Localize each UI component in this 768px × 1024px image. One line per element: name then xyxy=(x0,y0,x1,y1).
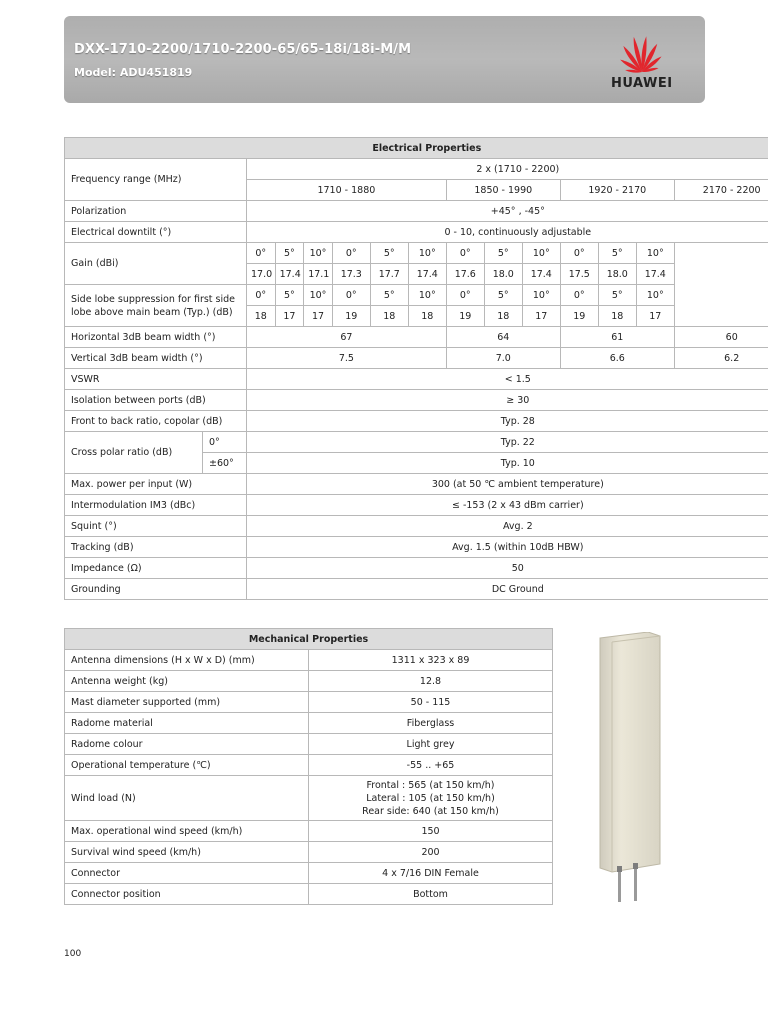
table-row xyxy=(65,474,768,495)
vertical-bw-label: Vertical 3dB beam width (°) xyxy=(65,348,247,369)
horizontal-bw-4: 60 xyxy=(674,327,768,348)
mechanical-value: 50 - 115 xyxy=(309,692,553,713)
gain-tilt-cell-6: 10° xyxy=(408,243,446,264)
vertical-bw-2: 7.0 xyxy=(446,348,560,369)
gain-value-cell-12: 17.4 xyxy=(636,264,674,285)
gain-tilt-cell-1: 0° xyxy=(247,243,276,264)
sidelobe-tilt-cell-7: 0° xyxy=(446,285,484,306)
sidelobe-label xyxy=(65,285,247,327)
squint-label: Squint (°) xyxy=(65,516,247,537)
gain-value-cell-9: 17.4 xyxy=(522,264,560,285)
table-row xyxy=(65,821,553,842)
impedance-label: Impedance (Ω) xyxy=(65,558,247,579)
table-row xyxy=(65,495,768,516)
table-row xyxy=(65,558,768,579)
gain-tilt-cell-7: 0° xyxy=(446,243,484,264)
table-row xyxy=(65,348,768,369)
mechanical-label: Connector position xyxy=(65,884,309,905)
gain-tilt-cell-3: 10° xyxy=(304,243,333,264)
impedance-value: 50 xyxy=(247,558,768,579)
gain-tilt-cell-12: 10° xyxy=(636,243,674,264)
isolation-value: ≥ 30 xyxy=(247,390,768,411)
gain-value-cell-3: 17.1 xyxy=(304,264,333,285)
mechanical-label: Antenna weight (kg) xyxy=(65,671,309,692)
vertical-bw-3: 6.6 xyxy=(560,348,674,369)
table-row xyxy=(65,842,553,863)
vertical-bw-1: 7.5 xyxy=(247,348,447,369)
sidelobe-value-cell-5: 18 xyxy=(370,306,408,327)
gain-value-cell-1: 17.0 xyxy=(247,264,276,285)
sidelobe-value-cell-12: 17 xyxy=(636,306,674,327)
grounding-label: Grounding xyxy=(65,579,247,600)
table-row xyxy=(65,432,768,453)
mechanical-label: Radome colour xyxy=(65,734,309,755)
antenna-icon xyxy=(596,632,664,906)
table-row xyxy=(65,863,553,884)
page-number: 100 xyxy=(64,949,82,959)
table-row xyxy=(65,369,768,390)
mechanical-value: 200 xyxy=(309,842,553,863)
wind-load-value xyxy=(309,776,553,821)
sidelobe-label-line-2: lobe above main beam (Typ.) (dB) xyxy=(71,306,233,318)
electrical-properties-table xyxy=(64,137,768,600)
frequency-overall: 2 x (1710 - 2200) xyxy=(247,159,768,180)
gain-value-cell-8: 18.0 xyxy=(484,264,522,285)
band-2: 1850 - 1990 xyxy=(446,180,560,201)
gain-value-cell-5: 17.7 xyxy=(370,264,408,285)
im3-value: ≤ -153 (2 x 43 dBm carrier) xyxy=(247,495,768,516)
gain-tilt-cell-11: 5° xyxy=(598,243,636,264)
isolation-label: Isolation between ports (dB) xyxy=(65,390,247,411)
product-title: DXX-1710-2200/1710-2200-65/65-18i/18i-M/M xyxy=(74,42,412,57)
table-row xyxy=(65,411,768,432)
gain-value-cell-11: 18.0 xyxy=(598,264,636,285)
table-row xyxy=(65,776,553,821)
table-row xyxy=(65,516,768,537)
gain-value-cell-7: 17.6 xyxy=(446,264,484,285)
cross-polar-label: Cross polar ratio (dB) xyxy=(65,432,203,474)
max-power-value: 300 (at 50 ℃ ambient temperature) xyxy=(247,474,768,495)
cross-polar-angle-2: ±60° xyxy=(203,453,247,474)
mechanical-value: -55 .. +65 xyxy=(309,755,553,776)
sidelobe-tilt-cell-2: 5° xyxy=(275,285,304,306)
sidelobe-value-cell-3: 17 xyxy=(304,306,333,327)
gain-value-cell-10: 17.5 xyxy=(560,264,598,285)
electrical-heading: Electrical Properties xyxy=(65,138,768,159)
frequency-label: Frequency range (MHz) xyxy=(65,159,247,201)
downtilt-value: 0 - 10, continuously adjustable xyxy=(247,222,768,243)
band-1: 1710 - 1880 xyxy=(247,180,447,201)
horizontal-bw-label: Horizontal 3dB beam width (°) xyxy=(65,327,247,348)
sidelobe-value-cell-8: 18 xyxy=(484,306,522,327)
table-row xyxy=(65,285,768,306)
gain-tilt-cell-2: 5° xyxy=(275,243,304,264)
table-row xyxy=(65,201,768,222)
gain-value-cell-2: 17.4 xyxy=(275,264,304,285)
horizontal-bw-3: 61 xyxy=(560,327,674,348)
gain-tilt-cell-5: 5° xyxy=(370,243,408,264)
huawei-logo xyxy=(600,28,690,94)
sidelobe-value-cell-11: 18 xyxy=(598,306,636,327)
mechanical-value: Bottom xyxy=(309,884,553,905)
polarization-value: +45° , -45° xyxy=(247,201,768,222)
table-row xyxy=(65,734,553,755)
horizontal-bw-1: 67 xyxy=(247,327,447,348)
table-row xyxy=(65,390,768,411)
mechanical-value: 1311 x 323 x 89 xyxy=(309,650,553,671)
mechanical-label: Mast diameter supported (mm) xyxy=(65,692,309,713)
horizontal-bw-2: 64 xyxy=(446,327,560,348)
tracking-value: Avg. 1.5 (within 10dB HBW) xyxy=(247,537,768,558)
sidelobe-value-cell-9: 17 xyxy=(522,306,560,327)
table-row xyxy=(65,650,553,671)
sidelobe-tilt-cell-12: 10° xyxy=(636,285,674,306)
sidelobe-tilt-cell-11: 5° xyxy=(598,285,636,306)
sidelobe-tilt-cell-4: 0° xyxy=(332,285,370,306)
mechanical-label: Survival wind speed (km/h) xyxy=(65,842,309,863)
squint-value: Avg. 2 xyxy=(247,516,768,537)
sidelobe-tilt-cell-5: 5° xyxy=(370,285,408,306)
table-row xyxy=(65,692,553,713)
sidelobe-tilt-cell-6: 10° xyxy=(408,285,446,306)
downtilt-label: Electrical downtilt (°) xyxy=(65,222,247,243)
vertical-bw-4: 6.2 xyxy=(674,348,768,369)
table-row xyxy=(65,755,553,776)
sidelobe-value-cell-6: 18 xyxy=(408,306,446,327)
table-row xyxy=(65,327,768,348)
vswr-value: < 1.5 xyxy=(247,369,768,390)
mechanical-value: 150 xyxy=(309,821,553,842)
sidelobe-tilt-cell-1: 0° xyxy=(247,285,276,306)
mechanical-label: Operational temperature (℃) xyxy=(65,755,309,776)
sidelobe-tilt-cell-10: 0° xyxy=(560,285,598,306)
im3-label: Intermodulation IM3 (dBc) xyxy=(65,495,247,516)
mechanical-heading: Mechanical Properties xyxy=(65,629,553,650)
gain-tilt-cell-8: 5° xyxy=(484,243,522,264)
band-4: 2170 - 2200 xyxy=(674,180,768,201)
table-row xyxy=(65,222,768,243)
wind-load-line: Lateral : 105 (at 150 km/h) xyxy=(366,792,495,804)
sidelobe-label-line-1: Side lobe suppression for first side xyxy=(71,293,236,305)
brand-name: HUAWEI xyxy=(611,76,673,91)
gain-value-cell-6: 17.4 xyxy=(408,264,446,285)
table-row xyxy=(65,671,553,692)
mechanical-label: Radome material xyxy=(65,713,309,734)
band-3: 1920 - 2170 xyxy=(560,180,674,201)
mechanical-properties-table xyxy=(64,628,553,905)
mechanical-label: Connector xyxy=(65,863,309,884)
mechanical-label: Max. operational wind speed (km/h) xyxy=(65,821,309,842)
gain-tilt-cell-10: 0° xyxy=(560,243,598,264)
gain-label: Gain (dBi) xyxy=(65,243,247,285)
table-row xyxy=(65,159,768,180)
gain-value-cell-4: 17.3 xyxy=(332,264,370,285)
sidelobe-value-cell-10: 19 xyxy=(560,306,598,327)
sidelobe-value-cell-7: 19 xyxy=(446,306,484,327)
front-back-label: Front to back ratio, copolar (dB) xyxy=(65,411,247,432)
table-row xyxy=(65,537,768,558)
product-model: Model: ADU451819 xyxy=(74,66,193,79)
sidelobe-value-cell-1: 18 xyxy=(247,306,276,327)
front-back-value: Typ. 28 xyxy=(247,411,768,432)
mechanical-value: 12.8 xyxy=(309,671,553,692)
sidelobe-value-cell-2: 17 xyxy=(275,306,304,327)
mechanical-value: 4 x 7/16 DIN Female xyxy=(309,863,553,884)
table-row xyxy=(65,579,768,600)
mechanical-value: Fiberglass xyxy=(309,713,553,734)
sidelobe-tilt-cell-3: 10° xyxy=(304,285,333,306)
max-power-label: Max. power per input (W) xyxy=(65,474,247,495)
cross-polar-angle-1: 0° xyxy=(203,432,247,453)
gain-tilt-cell-4: 0° xyxy=(332,243,370,264)
wind-load-line: Rear side: 640 (at 150 km/h) xyxy=(362,805,499,817)
cross-polar-value-2: Typ. 10 xyxy=(247,453,768,474)
wind-load-line: Frontal : 565 (at 150 km/h) xyxy=(366,779,495,791)
table-row xyxy=(65,884,553,905)
table-header-row xyxy=(65,138,768,159)
tracking-label: Tracking (dB) xyxy=(65,537,247,558)
vswr-label: VSWR xyxy=(65,369,247,390)
sidelobe-value-cell-4: 19 xyxy=(332,306,370,327)
cross-polar-value-1: Typ. 22 xyxy=(247,432,768,453)
table-row xyxy=(65,243,768,264)
antenna-product-image xyxy=(596,632,664,906)
polarization-label: Polarization xyxy=(65,201,247,222)
wind-load-label: Wind load (N) xyxy=(65,776,309,821)
huawei-logo-icon xyxy=(600,28,690,76)
mechanical-label: Antenna dimensions (H x W x D) (mm) xyxy=(65,650,309,671)
mechanical-value: Light grey xyxy=(309,734,553,755)
sidelobe-tilt-cell-9: 10° xyxy=(522,285,560,306)
table-row xyxy=(65,713,553,734)
table-header-row xyxy=(65,629,553,650)
sidelobe-tilt-cell-8: 5° xyxy=(484,285,522,306)
grounding-value: DC Ground xyxy=(247,579,768,600)
gain-tilt-cell-9: 10° xyxy=(522,243,560,264)
